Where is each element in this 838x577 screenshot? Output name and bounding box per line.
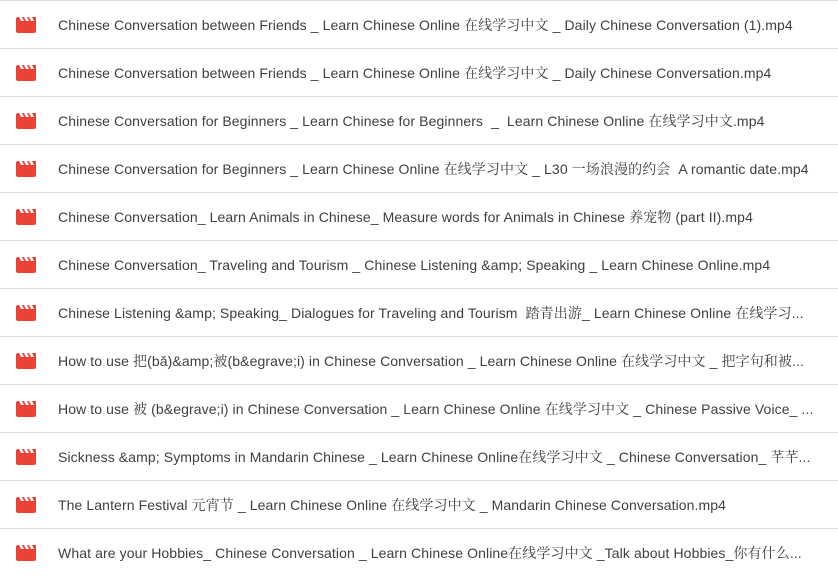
file-name: Chinese Conversation_ Traveling and Tourism _ Chinese Listening &amp; Speaking _ Learn Chinese Online.mp4 <box>58 256 771 273</box>
file-row[interactable] <box>0 144 838 192</box>
video-file-icon <box>14 397 38 421</box>
file-row[interactable] <box>0 192 838 240</box>
video-file-icon <box>14 205 38 229</box>
file-row[interactable] <box>0 384 838 432</box>
file-name: Chinese Conversation for Beginners _ Learn Chinese Online 在线学习中文 _ L30 一场浪漫的约会 A romantic date.mp4 <box>58 160 809 177</box>
file-row[interactable] <box>0 432 838 480</box>
video-file-icon <box>14 61 38 85</box>
file-row[interactable] <box>0 240 838 288</box>
video-file-icon <box>14 253 38 277</box>
file-name: Chinese Conversation between Friends _ Learn Chinese Online 在线学习中文 _ Daily Chinese Conversation (1).mp4 <box>58 16 793 33</box>
file-name: Chinese Conversation between Friends _ Learn Chinese Online 在线学习中文 _ Daily Chinese Conversation.mp4 <box>58 64 772 81</box>
video-file-icon <box>14 301 38 325</box>
file-name: Chinese Conversation_ Learn Animals in Chinese_ Measure words for Animals in Chinese 养宠物 (part II).mp4 <box>58 208 753 225</box>
file-row[interactable] <box>0 96 838 144</box>
file-row[interactable] <box>0 336 838 384</box>
video-file-icon <box>14 541 38 565</box>
file-row[interactable] <box>0 48 838 96</box>
video-file-icon <box>14 349 38 373</box>
file-row[interactable] <box>0 288 838 336</box>
file-name: What are your Hobbies_ Chinese Conversation _ Learn Chinese Online在线学习中文 _Talk about Hobbies_你有什么... <box>58 544 802 561</box>
video-file-icon <box>14 445 38 469</box>
file-name: Chinese Listening &amp; Speaking_ Dialogues for Traveling and Tourism 踏青出游_ Learn Chinese Online 在线学习... <box>58 304 804 321</box>
video-file-icon <box>14 493 38 517</box>
file-name: The Lantern Festival 元宵节 _ Learn Chinese Online 在线学习中文 _ Mandarin Chinese Conversation.mp4 <box>58 496 727 513</box>
file-row[interactable] <box>0 480 838 528</box>
file-row[interactable] <box>0 528 838 576</box>
file-name: Sickness &amp; Symptoms in Mandarin Chinese _ Learn Chinese Online在线学习中文 _ Chinese Conversation_ 芊芊... <box>58 448 811 465</box>
video-file-icon <box>14 13 38 37</box>
file-name: Chinese Conversation for Beginners _ Learn Chinese for Beginners _ Learn Chinese Online 在线学习中文.mp4 <box>58 112 765 129</box>
video-file-icon <box>14 109 38 133</box>
video-file-icon <box>14 157 38 181</box>
file-name: How to use 把(bǎ)&amp;被(b&egrave;i) in Chinese Conversation _ Learn Chinese Online 在线学习中文 _ 把字句和被... <box>58 352 804 369</box>
file-row[interactable] <box>0 0 838 48</box>
file-name: How to use 被 (b&egrave;i) in Chinese Conversation _ Learn Chinese Online 在线学习中文 _ Chinese Passive Voice_ ... <box>58 400 814 417</box>
